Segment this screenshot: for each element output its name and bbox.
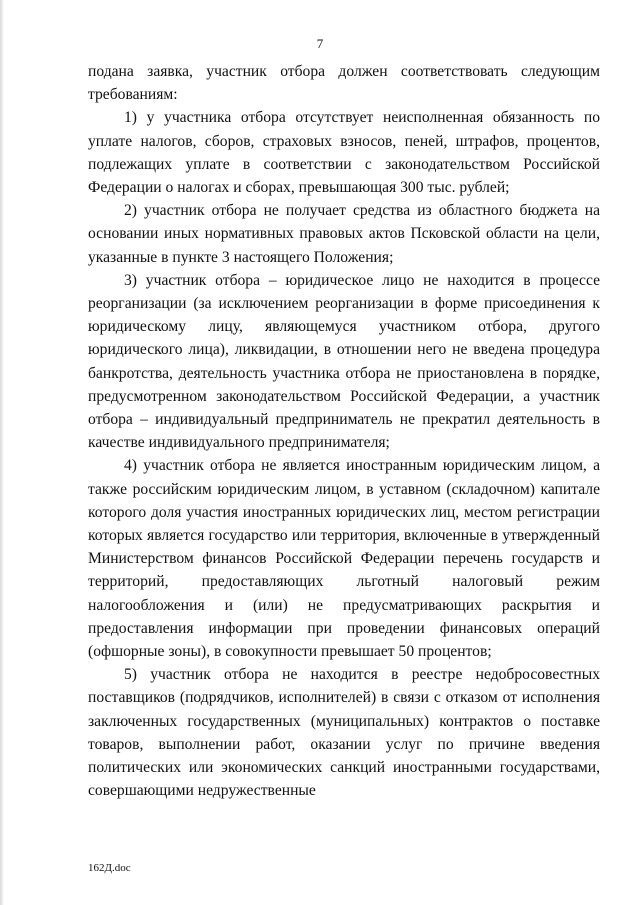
scan-edge-shadow	[0, 0, 4, 905]
paragraph-continuation: подана заявка, участник отбора должен соответствовать следующим требованиям:	[88, 63, 600, 104]
paragraph-item-3: 3) участник отбора – юридическое лицо не находится в процессе реорганизации (за исключением реорганизации в форме присоединения к юридическому лицу, являющемуся участником отбора, другого юридического лица), ликвидации, в отношении него не введена процедура банкротства, деятельность участника отбора не приостановлена в порядке, предусмотренном законодательством Российской Федерации, а участник отбора – индивидуальный предприниматель не прекратил деятельность в качестве индивидуального предпринимателя;	[88, 271, 600, 452]
paragraph-item-1: 1) у участника отбора отсутствует неисполненная обязанность по уплате налогов, сборов, страховых взносов, пеней, штрафов, процентов, подлежащих уплате в соответствии с законодательством Российской Федерации о налогах и сборах, превышающая 300 тыс. рублей;	[88, 109, 600, 197]
page-number: 7	[316, 36, 324, 51]
document-body	[88, 60, 600, 803]
paragraph-item-5: 5) участник отбора не находится в реестре недобросовестных поставщиков (подрядчиков, исполнителей) в связи с отказом от исполнения заключенных государственных (муниципальных) контрактов о поставке товаров, выполнении работ, оказании услуг по причине введения политических или экономических санкций иностранными государствами, совершающими недружественные	[88, 666, 600, 800]
paragraph-item-4: 4) участник отбора не является иностранным юридическим лицом, а также российским юридическим лицом, в уставном (складочном) капитале которого доля участия иностранных юридических лиц, местом регистрации которых является государство или территория, включенные в утвержденный Министерством финансов Российской Федерации перечень государств и территорий, предоставляющих льготный налоговый режим налогообложения и (или) не предусматривающих раскрытия и предоставления информации при проведении финансовых операций (офшорные зоны), в совокупности превышает 50 процентов;	[88, 457, 600, 661]
paragraph-item-2: 2) участник отбора не получает средства из областного бюджета на основании иных нормативных правовых актов Псковской области на цели, указанные в пункте 3 настоящего Положения;	[88, 202, 600, 266]
footer-filename: 162Д.doc	[88, 862, 131, 874]
